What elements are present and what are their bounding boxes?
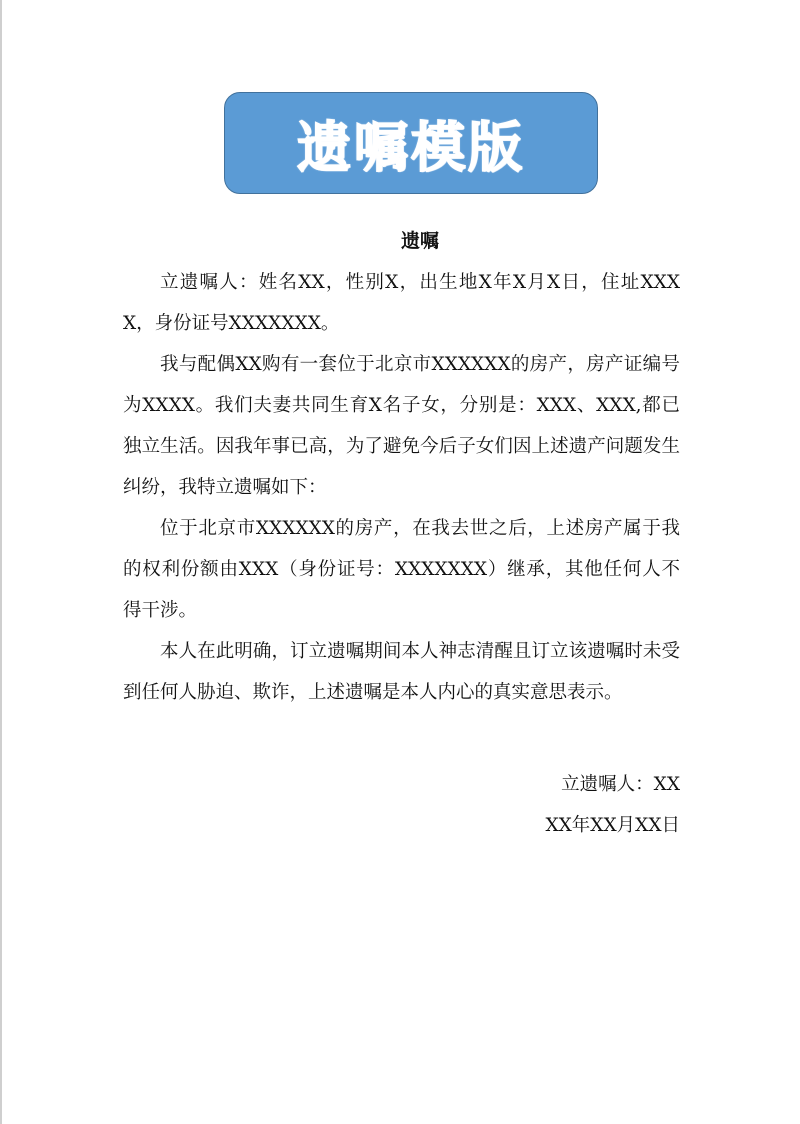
document-body	[123, 262, 680, 713]
signature-date: XX年XX月XX日	[545, 815, 680, 836]
paragraph-declaration: 本人在此明确，订立遗嘱期间本人神志清醒且订立该遗嘱时未受到任何人胁迫、欺诈，上述遗嘱是本人内心的真实意思表示。	[123, 641, 680, 703]
paragraph-inheritance: 位于北京市XXXXXX的房产，在我去世之后，上述房产属于我的权利份额由XXX（身份证号：XXXXXXX）继承，其他任何人不得干涉。	[123, 518, 680, 621]
banner-title: 遗嘱模版	[297, 115, 525, 179]
signature-block	[545, 764, 680, 846]
title-banner	[224, 92, 598, 194]
document-heading: 遗嘱	[400, 230, 439, 252]
signature-testator: 立遗嘱人：XX	[561, 774, 680, 795]
paragraph-property-background: 我与配偶XX购有一套位于北京市XXXXXX的房产，房产证编号为XXXX。我们夫妻共同生育X名子女，分别是：XXX、XXX,都已独立生活。因我年事已高，为了避免今后子女们因上述遗产问题发生纠纷，我特立遗嘱如下：	[123, 354, 680, 498]
paragraph-testator-info: 立遗嘱人：姓名XX，性别X，出生地X年X月X日，住址XXXX，身份证号XXXXXXX。	[123, 272, 680, 334]
page-edge-rule	[0, 0, 2, 1124]
